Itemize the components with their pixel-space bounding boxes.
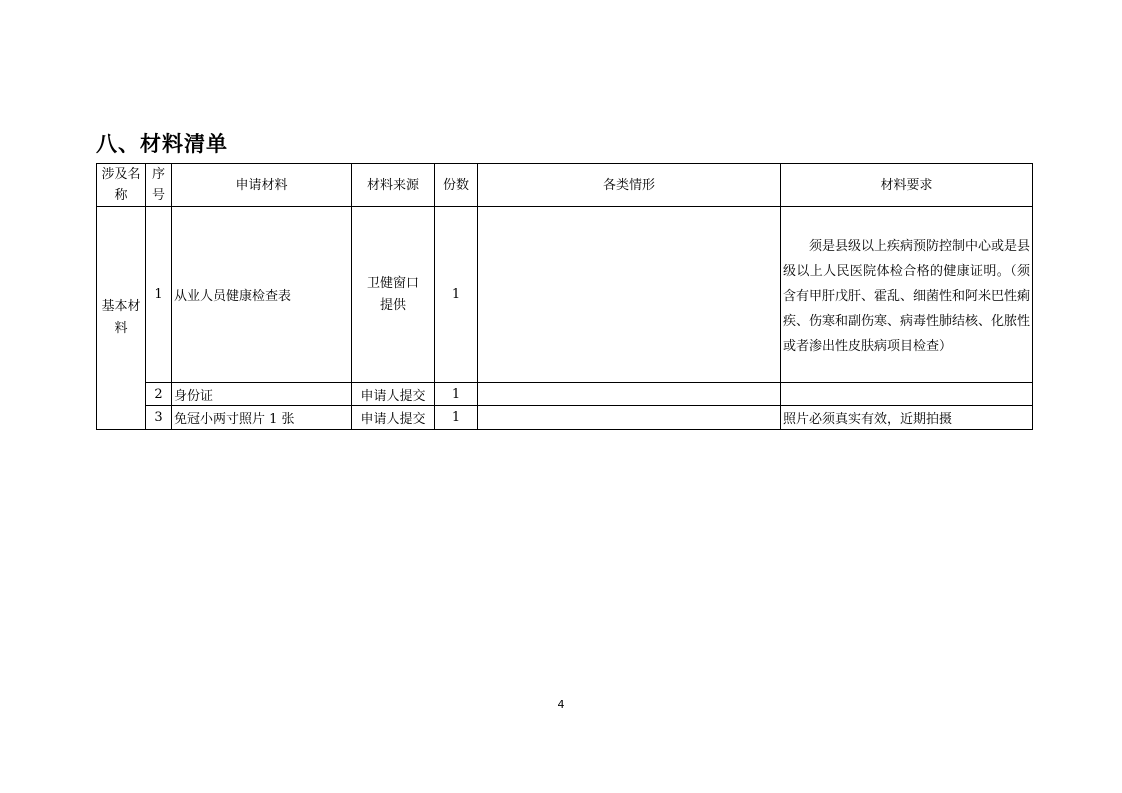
row-requirement: 照片必须真实有效，近期拍摄 [781,406,1033,430]
header-situation: 各类情形 [478,164,781,207]
row-requirement [781,383,1033,406]
header-source: 材料来源 [352,164,435,207]
header-scope: 涉及名称 [97,164,146,207]
row-material: 免冠小两寸照片 1 张 [172,406,352,430]
header-requirement: 材料要求 [781,164,1033,207]
header-seq: 序号 [146,164,172,207]
row-seq: 3 [146,406,172,430]
row-situation [478,383,781,406]
row-material: 从业人员健康检查表 [172,207,352,383]
row-material: 身份证 [172,383,352,406]
requirement-text: 须是县级以上疾病预防控制中心或是县级以上人民医院体检合格的健康证明。（须含有甲肝戊肝、霍乱、细菌性和阿米巴性痢疾、伤寒和副伤寒、病毒性肺结核、化脓性或者渗出性皮肤病项目检查） [783,239,1031,354]
header-material: 申请材料 [172,164,352,207]
row-requirement [781,207,1033,383]
table-row [97,207,1033,383]
header-copies: 份数 [435,164,478,207]
table-header-row [97,164,1033,207]
row-copies: 1 [435,383,478,406]
row-seq: 1 [146,207,172,383]
row-situation [478,406,781,430]
row-source: 卫健窗口提供 [352,207,435,383]
row-seq: 2 [146,383,172,406]
section-title: 八、材料清单 [96,132,228,156]
row-copies: 1 [435,406,478,430]
scope-group-cell: 基本材料 [97,207,146,430]
page-number: 4 [557,698,565,711]
materials-table [96,163,1033,430]
row-source: 申请人提交 [352,383,435,406]
row-source: 申请人提交 [352,406,435,430]
table-row [97,383,1033,406]
table-row [97,406,1033,430]
row-copies: 1 [435,207,478,383]
row-situation [478,207,781,383]
